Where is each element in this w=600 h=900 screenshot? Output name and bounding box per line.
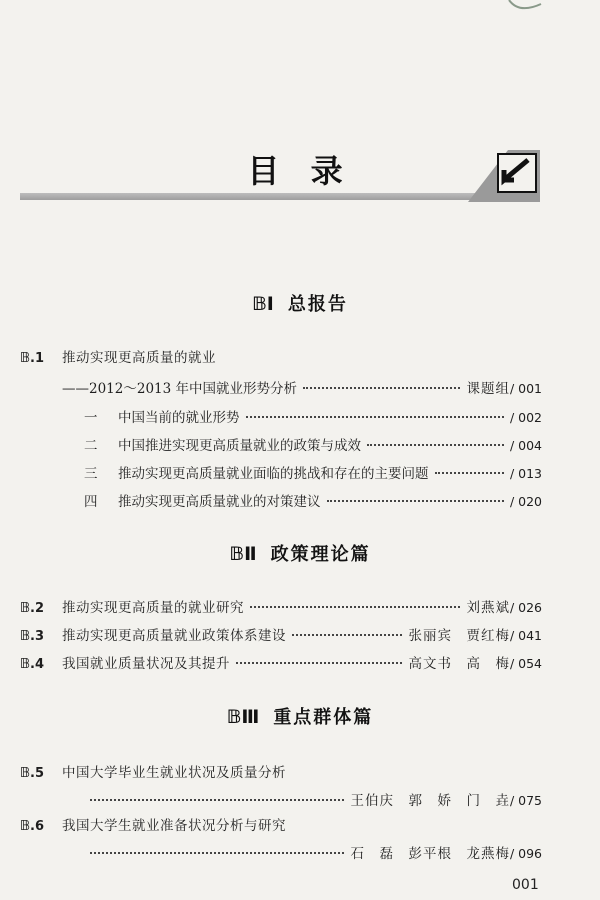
entry-title: 推动实现更高质量的就业研究 bbox=[62, 600, 244, 616]
dot-leader bbox=[90, 852, 344, 854]
dot-leader bbox=[246, 416, 504, 418]
subitem-page: / 020 bbox=[509, 494, 542, 509]
dot-leader bbox=[367, 444, 504, 446]
entry-author: 课题组 bbox=[466, 381, 510, 397]
entry-author: 石 磊 彭平根 龙燕梅 bbox=[350, 846, 510, 862]
entry-author: 高文书 高 梅 bbox=[408, 656, 510, 672]
corner-decoration-icon bbox=[505, 0, 545, 16]
subitem-title: 中国推进实现更高质量就业的政策与成效 bbox=[118, 438, 361, 454]
entry-title: 我国就业质量状况及其提升 bbox=[62, 656, 230, 672]
corner-arrow-badge-icon bbox=[468, 150, 540, 202]
entry-id: 𝔹.3 bbox=[20, 629, 45, 644]
toc-entry-b5[interactable] bbox=[20, 761, 542, 781]
toc-entry-b1-subtitle[interactable] bbox=[62, 377, 542, 397]
toc-subitem-2[interactable] bbox=[84, 434, 542, 454]
entry-title: 我国大学生就业准备状况分析与研究 bbox=[62, 818, 286, 834]
entry-id: 𝔹.1 bbox=[20, 351, 45, 366]
dot-leader bbox=[250, 606, 460, 608]
entry-page: / 026 bbox=[509, 600, 542, 615]
entry-page: / 054 bbox=[509, 656, 542, 671]
toc-entry-b4[interactable] bbox=[20, 652, 542, 672]
entry-page: / 041 bbox=[509, 628, 542, 643]
subitem-page: / 004 bbox=[509, 438, 542, 453]
entry-author: 王伯庆 郭 娇 门 垚 bbox=[350, 793, 510, 809]
subitem-page: / 002 bbox=[509, 410, 542, 425]
section-mark: 𝔹Ⅰ bbox=[252, 293, 274, 315]
entry-subtitle: ——2012～2013 年中国就业形势分析 bbox=[62, 381, 298, 397]
entry-title: 中国大学毕业生就业状况及质量分析 bbox=[62, 765, 286, 781]
entry-id: 𝔹.6 bbox=[20, 819, 45, 834]
toc-entry-b6-author-line[interactable] bbox=[84, 842, 542, 862]
toc-entry-b3[interactable] bbox=[20, 624, 542, 644]
subitem-number: 四 bbox=[84, 494, 98, 510]
entry-title: 推动实现更高质量的就业 bbox=[62, 350, 216, 366]
dot-leader bbox=[90, 799, 344, 801]
toc-entry-b2[interactable] bbox=[20, 596, 542, 616]
entry-author: 刘燕斌 bbox=[466, 600, 510, 616]
section-heading-2 bbox=[0, 540, 600, 566]
entry-page: / 075 bbox=[509, 793, 542, 808]
section-heading-3 bbox=[0, 703, 600, 729]
subitem-number: 三 bbox=[84, 466, 98, 482]
section-heading-1 bbox=[0, 290, 600, 316]
page-number: 001 bbox=[512, 877, 539, 893]
entry-page: / 001 bbox=[509, 381, 542, 396]
section-mark: 𝔹Ⅱ bbox=[229, 543, 257, 565]
dot-leader bbox=[236, 662, 402, 664]
page-title: 目 录 bbox=[247, 152, 353, 190]
toc-subitem-1[interactable] bbox=[84, 406, 542, 426]
section-title: 总报告 bbox=[287, 294, 348, 315]
section-title: 政策理论篇 bbox=[270, 544, 371, 565]
subitem-title: 推动实现更高质量就业的对策建议 bbox=[118, 494, 321, 510]
title-rule bbox=[20, 193, 520, 200]
entry-author: 张丽宾 贾红梅 bbox=[408, 628, 510, 644]
toc-entry-b1[interactable] bbox=[20, 346, 542, 366]
subitem-title: 推动实现更高质量就业面临的挑战和存在的主要问题 bbox=[118, 466, 429, 482]
toc-entry-b6[interactable] bbox=[20, 814, 542, 834]
subitem-number: 一 bbox=[84, 410, 98, 426]
section-mark: 𝔹Ⅲ bbox=[226, 706, 260, 728]
entry-title: 推动实现更高质量就业政策体系建设 bbox=[62, 628, 286, 644]
toc-subitem-3[interactable] bbox=[84, 462, 542, 482]
subitem-title: 中国当前的就业形势 bbox=[118, 410, 240, 426]
entry-id: 𝔹.5 bbox=[20, 766, 45, 781]
dot-leader bbox=[435, 472, 504, 474]
entry-page: / 096 bbox=[509, 846, 542, 861]
entry-id: 𝔹.2 bbox=[20, 601, 45, 616]
dot-leader bbox=[303, 387, 460, 389]
dot-leader bbox=[327, 500, 504, 502]
subitem-number: 二 bbox=[84, 438, 98, 454]
toc-subitem-4[interactable] bbox=[84, 490, 542, 510]
subitem-page: / 013 bbox=[509, 466, 542, 481]
section-title: 重点群体篇 bbox=[273, 707, 374, 728]
entry-id: 𝔹.4 bbox=[20, 657, 45, 672]
dot-leader bbox=[292, 634, 402, 636]
toc-entry-b5-author-line[interactable] bbox=[84, 789, 542, 809]
